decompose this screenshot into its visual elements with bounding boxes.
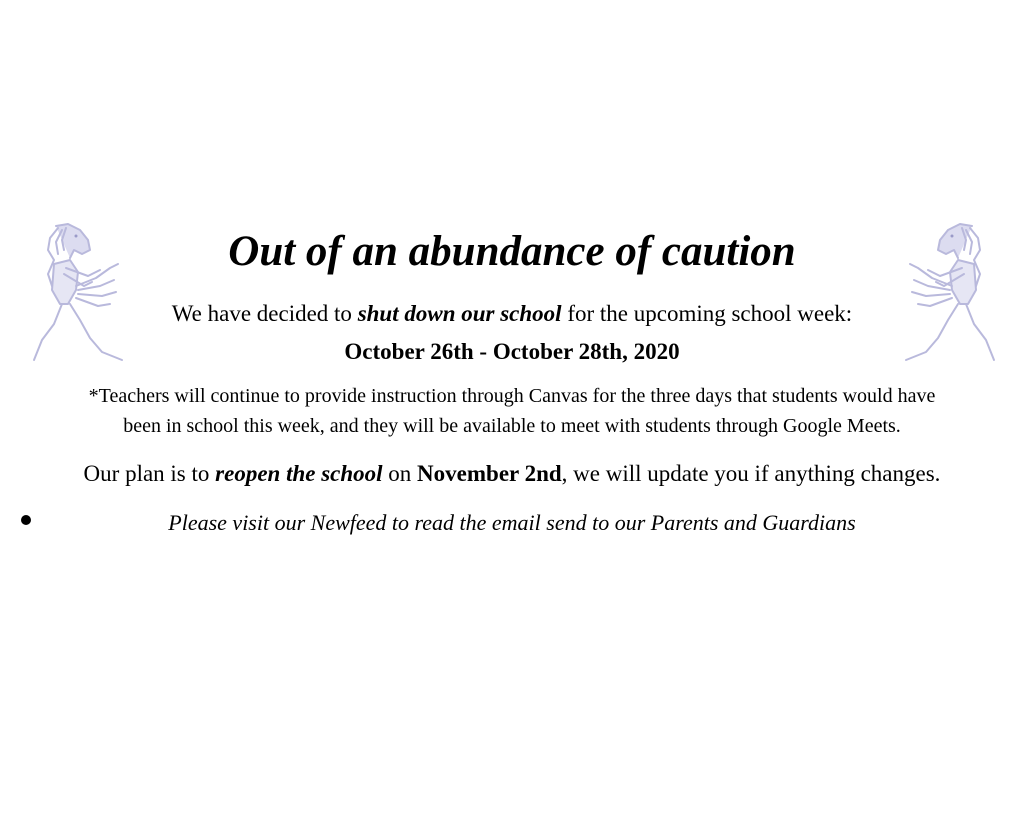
closure-dates: October 26th - October 28th, 2020 (344, 339, 680, 364)
reopen-date: November 2nd (417, 461, 562, 486)
plan-emphasis: reopen the school (215, 461, 383, 486)
decision-statement (0, 298, 1024, 330)
teachers-note-line-2: been in school this week, and they will be available to meet with students through Google Meets. (123, 415, 901, 437)
plan-suffix: , we will update you if anything changes. (561, 461, 941, 486)
teachers-note-line-1: *Teachers will continue to provide instruction through Canvas for the three days that students would have (88, 385, 936, 407)
decision-suffix: for the upcoming school week: (561, 301, 853, 326)
teachers-note (0, 381, 1024, 441)
plan-middle: on (382, 461, 418, 486)
newsfeed-note: Please visit our Newfeed to read the email send to our Parents and Guardians (168, 510, 856, 535)
page-title: Out of an abundance of caution (228, 228, 796, 275)
decision-prefix: We have decided to (171, 301, 358, 326)
plan-prefix: Our plan is to (83, 461, 216, 486)
decision-emphasis: shut down our school (357, 301, 562, 326)
reopen-plan (0, 457, 1024, 491)
